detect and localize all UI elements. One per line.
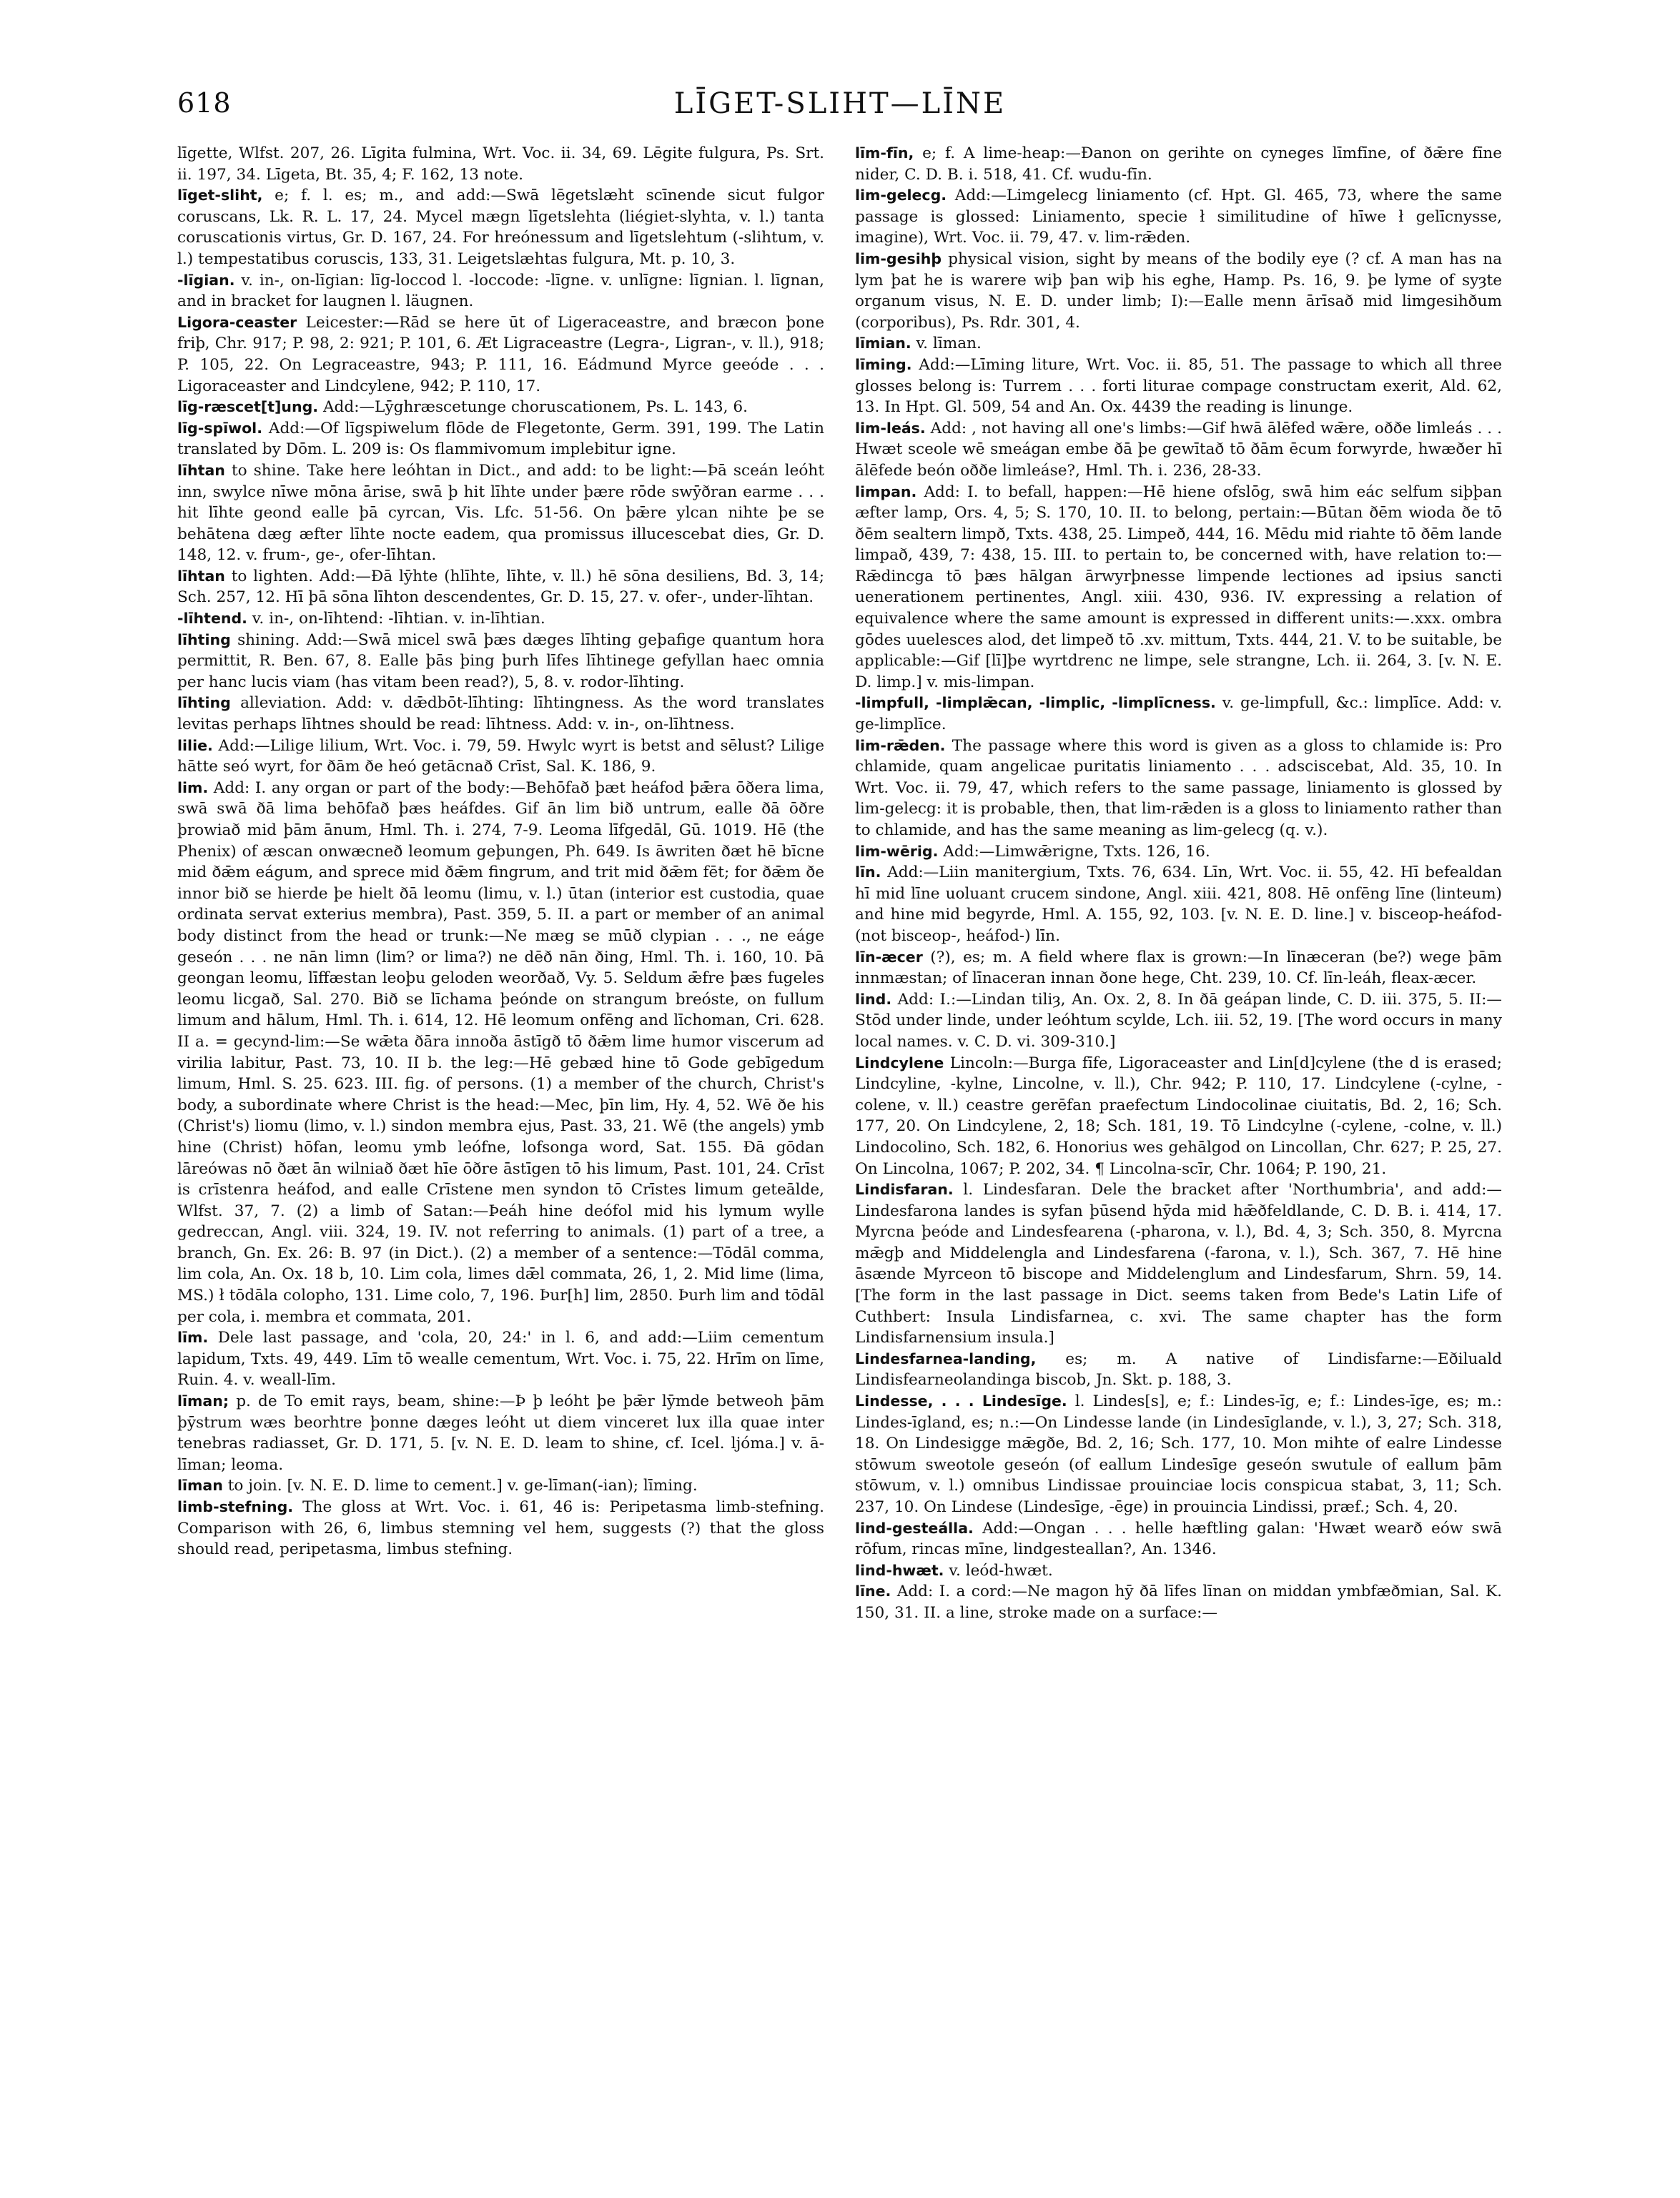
dictionary-entry bbox=[177, 312, 824, 397]
dictionary-entry bbox=[855, 482, 1502, 693]
entry-text: to join. [v. N. E. D. lime to cement.] v. ge-līman(-ian); līming. bbox=[227, 1477, 698, 1495]
dictionary-entry bbox=[855, 1391, 1502, 1518]
page-number: 618 bbox=[177, 87, 232, 119]
entry-headword: limb-stefning. bbox=[177, 1498, 294, 1515]
entry-headword: Ligora-ceaster bbox=[177, 313, 297, 331]
dictionary-entry bbox=[855, 143, 1502, 185]
entry-headword: līg-spīwol. bbox=[177, 419, 262, 437]
dictionary-entry bbox=[855, 841, 1502, 863]
dictionary-entry bbox=[855, 862, 1502, 946]
entry-text: es; m. A native of Lindisfarne:—Eðiluald Lindisfearneolandinga biscob, Jn. Skt. p. 188, 3. bbox=[855, 1350, 1502, 1390]
entry-headword: lim-rǣden. bbox=[855, 736, 946, 754]
entry-headword: lind-hwæt. bbox=[855, 1561, 944, 1579]
entry-text: Add: I. any organ or part of the body:—Behōfað þæt heáfod þǣra ōðera lima, swā swā ðā lima behōfað þæs heáfdes. Gif ān lim bið untrum, ealle ðā ōðre þrowiað mid þām ānum, Hml. Th. i. 274, 7-9. Leoma līfgedāl, Gū. 1019. Hē (the Phenix) of æscan onwæcneð leomum geþungen, Ph. 649. Is āwriten ðæt hē bīcne mid ðǣm eágum, and sprece mid ðǣm fingrum, and trit mid ðǣm fēt; for ðǣm ðe innor bið se hierde þe hielt ðā leomu (limu, v. l.) ūtan (interior est custodia, quae ordinata servat exterius membra), Past. 359, 5. II. a part or member of an animal body distinct from the head or trunk:—Ne mæg se mūð clypian . . ., ne eáge geseón . . . ne nān limn (lim? or lima?) ne dēð nān ðing, Hml. Th. i. 160, 10. Þā geongan leomu, līffæstan leoþu geloden weorðað, Vy. 5. Seldum ǣfre þæs fugeles leomu licgað, Sal. 270. Bið se līchama þeónde on strangum breóste, on fullum limum and hālum, Hml. Th. i. 614, 12. Hē leomum onfēng and līchoman, Cri. 628. II a. = gecynd-lim:—Se wǣta ðāra innoða āstīgð tō ðǣm lime humor viscerum ad virilia labitur, Past. 73, 10. II b. the leg:—Hē gebæd hine tō Gode gebīgedum limum, Hml. S. 25. 623. III. fig. of persons. (1) a member of the church, Christ's body, a subordinate where Christ is the head:—Mec, þīn lim, Hy. 4, 52. Wē ðe his (Christ's) liomu (limo, v. l.) sindon membra ejus, Past. 33, 21. Wē (the angels) ymb hine (Christ) hōfan, leomu ymb leófne, lofsonga word, Sat. 155. Ðā gōdan lāreówas nō ðæt ān wilniað ðæt hīe ōðre āstīgen tō his limum, Past. 101, 24. Crīst is crīstenra heáfod, and ealle Crīstene men syndon tō Crīstes limum geteālde, Wlfst. 37, 7. (2) a limb of Satan:—Þeáh hine deófol mid his lymum wylle gedreccan, Angl. viii. 324, 19. IV. not referring to animals. (1) part of a tree, a branch, Gn. Ex. 26: B. 97 (in Dict.). (2) a member of a sentence:—Tōdāl comma, lim cola, An. Ox. 18 b, 10. Lim cola, limes dǣl commata, 26, 1, 2. Mid lime (lima, MS.) ł tōdāla colopho, 131. Lime colo, 7, 196. Þur[h] lim, 2850. Þurh lim and tōdāl per cola, i. membra et commata, 201. bbox=[177, 778, 824, 1326]
entry-text: Dele last passage, and 'cola, 20, 24:' in l. 6, and add:—Liim cementum lapidum, Txts. 49, 449. Līm tō wealle cementum, Wrt. Voc. i. 75, 22. Hrīm on līme, Ruin. 4. v. weall-līm. bbox=[177, 1329, 824, 1390]
entry-headword: līmian. bbox=[855, 335, 911, 352]
entry-text: v. ge-limpfull, &c.: limplīce. Add: v. ge-limplīce. bbox=[855, 694, 1502, 734]
entry-text: physical vision, sight by means of the bodily eye (? cf. A man has na lym þat he is warere wiþ þan wiþ his eghe, Hamp. Ps. 16, 9. þe lyme of syȝte organum visus, N. E. D. under limb; I):—Ealle menn ārīsað mid limgesihðum (corporibus), Ps. Rdr. 301, 4. bbox=[855, 249, 1502, 332]
entry-headword: lind. bbox=[855, 990, 892, 1008]
entry-text: Add: I. to befall, happen:—Hē hiene ofslōg, swā him eác selfum siþþan æfter lamp, Ors. 4, 5; S. 170, 10. II. to belong, pertain:—Būtan ðēm wioda ðe tō ðēm sealtern limpð, Txts. 438, 25. Limpeð, 444, 16. Mēdu mid riahte tō ðēm lande limpað, 439, 7: 438, 15. III. to pertain to, be concerned with, have relation to:—Rǣdincga tō þæs hālgan ārwyrþnesse limpende lectiones ad ipsius sancti uenerationem pertinentes, Angl. xiii. 430, 936. IV. expressing a relation of equivalence where the same amount is expressed in different units:—.xxx. ombra gōdes uuelesces alod, det limpeð tō .xv. mittum, Txts. 444, 21. V. to be suitable, be applicable:—Gif [lī]þe wyrtdrenc ne limpe, sele strangne, Lch. ii. 264, 3. [v. N. E. D. limp.] v. mis-limpan. bbox=[855, 482, 1502, 691]
entry-headword: lim-leás. bbox=[855, 419, 926, 437]
entry-text: to shine. Take here leóhtan in Dict., and add: to be light:—Þā sceán leóht inn, swylce nīwe mōna ārise, swā þ hit līhte under þære rōde swȳðran earme . . . hit līhte geond ealle þā cyrcan, Vis. Lfc. 51-56. On þǣre ylcan nihte þe se behātena dæg æfter līhte nocte eadem, qua promissus illucescebat dies, Gr. D. 148, 12. v. frum-, ge-, ofer-līhtan. bbox=[177, 461, 824, 565]
entry-headword: līman bbox=[177, 1477, 223, 1495]
dictionary-entry bbox=[855, 693, 1502, 735]
entry-headword: lim-wērig. bbox=[855, 842, 939, 860]
dictionary-entry bbox=[177, 736, 824, 778]
entry-headword: Lindesse, . . . Lindesīge. bbox=[855, 1392, 1067, 1410]
dictionary-entry bbox=[855, 355, 1502, 418]
entry-text: The gloss at Wrt. Voc. i. 61, 46 is: Peripetasma limb-stefning. Comparison with 26, 6, limbus stemning vel hem, suggests (?) that the gloss should read, peripetasma, limbus stefning. bbox=[177, 1498, 824, 1559]
entry-text: l. Lindes[s], e; f.: Lindes-īg, e; f.: Lindes-īge, es; m.: Lindes-īgland, es; n.:—On Lindesse lande (in Lindesīglande, v. l.), 3, 27; Sch. 318, 18. On Lindesigge mǣgðe, Bd. 2, 16; Sch. 177, 10. Mon mihte of ealre Lindesse stōwum sweotole geseón (of eallum Lindesīge geseón swutule of eallum þām stōwum, v. l.) omnibus Lindissae prouinciae locis conspicua stabat, 3, 11; Sch. 237, 10. On Lindese (Lindesīge, -ēge) in prouincia Lindissi, præf.; Sch. 4, 20. bbox=[855, 1392, 1502, 1516]
entry-headword: Lindisfaran. bbox=[855, 1181, 954, 1199]
entry-headword: līhtan bbox=[177, 461, 225, 479]
dictionary-entry bbox=[855, 1349, 1502, 1391]
dictionary-entry bbox=[855, 1179, 1502, 1349]
entry-text: Add: I. a cord:—Ne magon hȳ ðā līfes līnan on middan ymbfæðmian, Sal. K. 150, 31. II. a line, stroke made on a surface:— bbox=[855, 1583, 1502, 1622]
entry-headword: -limpfull, -limplǣcan, -limplic, -limplīcness. bbox=[855, 694, 1216, 712]
dictionary-entry bbox=[177, 418, 824, 460]
entry-headword: līne. bbox=[855, 1583, 891, 1600]
entry-text: Add: I.:—Lindan tiliȝ, An. Ox. 2, 8. In ðā geápan linde, C. D. iii. 375, 5. II:—Stōd under linde, under leóhtum scylde, Lch. iii. 52, 19. [The word occurs in many local names. v. C. D. vi. 309-310.] bbox=[855, 990, 1502, 1051]
entry-headword: lim. bbox=[177, 778, 209, 796]
dictionary-entry bbox=[177, 608, 824, 630]
dictionary-entry bbox=[855, 333, 1502, 355]
entry-headword: līm-fīn, bbox=[855, 144, 914, 162]
entry-text: Add:—Limgelecg liniamento (cf. Hpt. Gl. 465, 73, where the same passage is glossed: Liniamento, specie ł similitudine of hīwe ł gelīcnysse, imagine), Wrt. Voc. ii. 79, 47. v. lim-rǣden. bbox=[855, 187, 1502, 247]
entry-headword: -līhtend. bbox=[177, 610, 247, 628]
dictionary-entry bbox=[177, 1391, 824, 1475]
entry-headword: līming. bbox=[855, 355, 912, 373]
dictionary-entry bbox=[855, 185, 1502, 249]
entry-text: v. leód-hwæt. bbox=[949, 1561, 1053, 1580]
dictionary-entry bbox=[855, 947, 1502, 989]
dictionary-entry bbox=[855, 1053, 1502, 1180]
entry-text: Add:—Of līgspiwelum flōde de Flegetonte, Germ. 391, 199. The Latin translated by Dōm. L. 209 is: Os flammivomum implebitur igne. bbox=[177, 419, 824, 459]
entry-text: e; f. A lime-heap:—Ðanon on gerihte on cyneges līmfīne, of ðǣre fīne nider, C. D. B. i. 518, 41. Cf. wudu-fīn. bbox=[855, 144, 1502, 184]
dictionary-entry bbox=[177, 460, 824, 566]
entry-text: v. in-, on-līgian: līg-loccod l. -loccode: -līgne. v. unlīgne: līgnian. l. līgnan, and in bracket for laugnen l. läugnen. bbox=[177, 271, 824, 311]
page-header bbox=[177, 87, 1503, 130]
entry-headword: līn-æcer bbox=[855, 948, 923, 966]
dictionary-entry bbox=[177, 270, 824, 312]
entry-headword: līhtan bbox=[177, 567, 225, 585]
left-column bbox=[177, 143, 824, 2159]
entry-text: Add:—Līming liture, Wrt. Voc. ii. 85, 51. The passage to which all three glosses belong is: Turrem . . . forti liturae compage constructam exerit, Ald. 62, 13. In Hpt. Gl. 509, 54 and An. Ox. 4439 the reading is linunge. bbox=[855, 355, 1502, 417]
dictionary-entry bbox=[177, 778, 824, 1327]
entry-headword: Lindesfarnea-landing, bbox=[855, 1350, 1037, 1367]
entry-text: Lincoln:—Burga fīfe, Ligoraceaster and Lin[d]cylene (the d is erased; Lindcyline, -kylne, Lincolne, v. ll.), Chr. 942; P. 110, 17. Lindcylene (-cylne, -colene, v. ll.) ceastre gerēfan praefectum Lindocolinae ciuitatis, Bd. 2, 16; Sch. 177, 20. On Lindcylene, 2, 18; Sch. 181, 19. Tō Lindcylne (-cylene, -colne, v. ll.) Lindocolino, Sch. 182, 6. Honorius wes gehālgod on Lincollan, Chr. 627; P. 25, 27. On Lincolna, 1067; P. 202, 34. ¶ Lincolna-scīr, Chr. 1064; P. 190, 21. bbox=[855, 1054, 1502, 1178]
dictionary-entry bbox=[855, 1518, 1502, 1560]
entry-headword: līman; bbox=[177, 1392, 229, 1410]
dictionary-entry bbox=[177, 566, 824, 608]
running-title: LĪGET-SLIHT—LĪNE bbox=[673, 87, 1007, 120]
entry-headword: līget-sliht, bbox=[177, 187, 263, 204]
entry-text: v. līman. bbox=[916, 335, 982, 353]
dictionary-entry bbox=[855, 989, 1502, 1053]
entry-text: alleviation. Add: v. dǣdbōt-līhting: līhtingness. As the word translates levitas perhaps līhtnes should be read: līhtness. Add: v. in-, on-līhtness. bbox=[177, 694, 824, 734]
entry-headword: Lindcylene bbox=[855, 1054, 944, 1071]
dictionary-entry bbox=[855, 736, 1502, 841]
entry-headword: līhting bbox=[177, 694, 231, 712]
dictionary-entry bbox=[855, 418, 1502, 482]
entry-headword: līm. bbox=[177, 1329, 209, 1347]
entry-text: l. Lindesfaran. Dele the bracket after 'Northumbria', and add:—Lindesfarona landes is syfan þūsend hȳda mid hǣðfeldlande, C. D. B. i. 414, 17. Myrcna þeóde and Lindesfearena (-pharona, v. l.), Bd. 4, 3; Sch. 350, 8. Myrcna mǣgþ and Middelengla and Lindesfarena (-farona, v. l.), Sch. 367, 7. Hē hine āsænde Myrceon tō biscope and Middelenglum and Lindesfarum, Shrn. 59, 14. [The form in the last passage in Dict. seems taken from Bede's Latin Life of Cuthbert: Insula Lindisfarnea, c. xvi. The same chapter has the form Lindisfarnensium insula.] bbox=[855, 1181, 1502, 1347]
entry-headword: lind-gesteálla. bbox=[855, 1519, 974, 1537]
entry-headword: -līgian. bbox=[177, 271, 235, 289]
right-column bbox=[855, 143, 1502, 2159]
entry-text: p. de To emit rays, beam, shine:—Þ þ leóht þe þǣr lȳmde betweoh þām þȳstrum wæs beorhtre þonne dæges leóht ut diem vinceret lux illa quae inter tenebras radiasset, Gr. D. 171, 5. [v. N. E. D. leam to shine, cf. Icel. ljóma.] v. ā-līman; leoma. bbox=[177, 1392, 824, 1474]
entry-headword: lilie. bbox=[177, 736, 213, 754]
entry-text: Add:—Ongan . . . helle hæftling galan: 'Hwæt wearð eów swā rōfum, rincas mīne, lindgesteallan?, An. 1346. bbox=[855, 1519, 1502, 1559]
dictionary-entry bbox=[177, 185, 824, 269]
dictionary-entry bbox=[177, 1475, 824, 1497]
entry-headword: limpan. bbox=[855, 482, 917, 500]
entry-text: Add: , not having all one's limbs:—Gif hwā ālēfed wǣre, oððe limleás . . . Hwæt sceole wē smeágan embe ðā þe gewītað tō ðām ēcum forwyrde, hwæðer hī ālēfede beón oððe limleáse?, Hml. Th. i. 236, 28-33. bbox=[855, 419, 1502, 480]
dictionary-entry bbox=[177, 1497, 824, 1560]
dictionary-entry bbox=[177, 1327, 824, 1391]
dictionary-entry bbox=[177, 143, 824, 185]
entry-text: (?), es; m. A field where flax is grown:—In līnæceran (be?) wege þām innmæstan; of līnaceran innan ðone hege, Cht. 239, 10. Cf. līn-leáh, fleax-æcer. bbox=[855, 948, 1502, 988]
entry-text: Add:—Limwǣrigne, Txts. 126, 16. bbox=[943, 842, 1210, 861]
entry-text: Add:—Lȳghræscetunge choruscationem, Ps. L. 143, 6. bbox=[322, 398, 748, 417]
entry-text: līgette, Wlfst. 207, 26. Līgita fulmina, Wrt. Voc. ii. 34, 69. Lēgite fulgura, Ps. Srt. ii. 197, 34. Līgeta, Bt. 35, 4; F. 162, 13 note. bbox=[177, 144, 824, 184]
entry-text: e; f. l. es; m., and add:—Swā lēgetslæht scīnende sicut fulgor coruscans, Lk. R. L. 17, 24. Mycel mægn līgetslehta (liégiet-slyhta, v. l.) tanta coruscationis virtus, Gr. D. 167, 24. For hreónessum and līgetslehtum (-slihtum, v. l.) tempestatibus coruscis, 133, 31. Leigetslæhtas fulgura, Mt. p. 10, 3. bbox=[177, 187, 824, 268]
entry-text: The passage where this word is given as a gloss to chlamide is: Pro chlamide, quam angelicae puritatis liniamento . . . adsciscebat, Ald. 35, 10. In Wrt. Voc. ii. 79, 47, which refers to the same passage, liniamento is glossed by lim-gelecg: it is probable, then, that lim-rǣden is a gloss to liniamento rather than to chlamide, and has the same meaning as lim-gelecg (q. v.). bbox=[855, 736, 1502, 839]
dictionary-entry bbox=[855, 1581, 1502, 1623]
entry-text: Add:—Lilige lilium, Wrt. Voc. i. 79, 59. Hwylc wyrt is betst and sēlust? Lilige hātte seó wyrt, for ðām ðe heó getācnað Crīst, Sal. K. 186, 9. bbox=[177, 736, 824, 776]
dictionary-entry bbox=[855, 249, 1502, 333]
entry-text: Leicester:—Rād se here ūt of Ligeraceastre, and bræcon þone friþ, Chr. 917; P. 98, 2: 921; P. 101, 6. Æt Ligraceastre (Legra-, Ligran-, v. ll.), 918; P. 105, 22. On Legraceastre, 943; P. 111, 16. Eádmund Myrce geeóde . . . Ligoraceaster and Lindcylene, 942; P. 110, 17. bbox=[177, 313, 824, 395]
entry-headword: lim-gesihþ bbox=[855, 249, 942, 267]
entry-text: shining. Add:—Swā micel swā þæs dæges līhting geþafige quantum hora permittit, R. Ben. 67, 8. Ealle þās þing þurh līfes līhtinege gefyllan haec omnia per hanc lucis viam (has vitam been read?), 5, 8. v. rodor-līhting. bbox=[177, 630, 824, 691]
entry-text: to lighten. Add:—Ðā lȳhte (hlīhte, līhte, v. ll.) hē sōna desiliens, Bd. 3, 14; Sch. 257, 12. Hī þā sōna līhton descendentes, Gr. D. 15, 27. v. ofer-, under-līhtan. bbox=[177, 567, 824, 607]
entry-headword: līhting bbox=[177, 630, 231, 648]
entry-headword: lim-gelecg. bbox=[855, 187, 947, 204]
dictionary-entry bbox=[177, 693, 824, 735]
dictionary-entry bbox=[177, 630, 824, 693]
dictionary-entry bbox=[855, 1560, 1502, 1582]
entry-headword: līg-ræscet[t]ung. bbox=[177, 398, 319, 416]
entry-text: Add:—Liin manitergium, Txts. 76, 634. Līn, Wrt. Voc. ii. 55, 42. Hī befealdan hī mid līne uoluant crucem sindone, Angl. xiii. 421, 808. Hē onfēng līne (linteum) and hine mid begyrde, Hml. A. 155, 92, 103. [v. N. E. D. line.] v. bisceop-heáfod- (not bisceop-, heáfod-) līn. bbox=[855, 863, 1502, 945]
entry-text: v. in-, on-līhtend: -līhtian. v. in-līhtian. bbox=[252, 610, 545, 628]
dictionary-entry bbox=[177, 397, 824, 418]
entry-headword: līn. bbox=[855, 863, 881, 881]
